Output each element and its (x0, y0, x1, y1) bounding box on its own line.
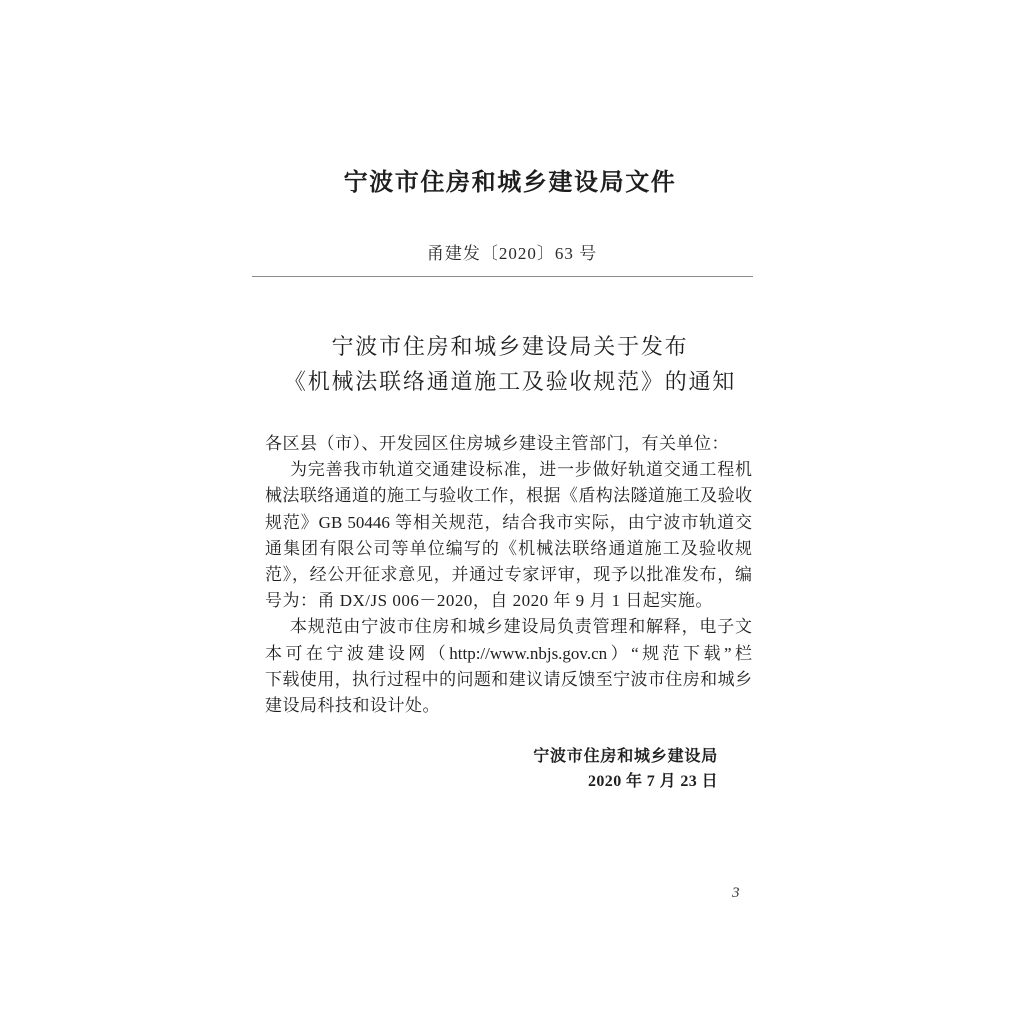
document-number: 甬建发〔2020〕63 号 (426, 244, 598, 263)
page-number: 3 (732, 885, 740, 901)
paragraph-1-line: 械法联络通道的施工与验收工作，根据《盾构法隧道施工及验收 (265, 486, 752, 506)
paragraph-2-line: 下载使用，执行过程中的问题和建议请反馈至宁波市住房和城乡 (265, 669, 752, 689)
notice-title-line-1: 宁波市住房和城乡建设局关于发布 (331, 334, 689, 359)
paragraph-2-line: 本可在宁波建设网（http://www.nbjs.gov.cn）“规范下载”栏 (265, 643, 752, 663)
paragraph-1-line: 为完善我市轨道交通建设标准，进一步做好轨道交通工程机 (290, 460, 752, 480)
paragraph-2-line: 本规范由宁波市住房和城乡建设局负责管理和解释，电子文 (290, 617, 752, 637)
paragraph-1-line: 通集团有限公司等单位编写的《机械法联络通道施工及验收规 (265, 538, 752, 558)
header-rule (252, 276, 753, 277)
signature-organization: 宁波市住房和城乡建设局 (533, 748, 718, 765)
salutation-line: 各区县（市）、开发园区住房城乡建设主管部门，有关单位： (265, 434, 729, 453)
paragraph-2-line: 建设局科技和设计处。 (265, 695, 440, 715)
notice-body (265, 431, 752, 719)
notice-title-line-2: 《机械法联络通道施工及验收规范》的通知 (283, 369, 737, 394)
paragraph-1-line: 号为：甬 DX/JS 006－2020，自 2020 年 9 月 1 日起实施。 (265, 591, 713, 611)
paragraph-1-line: 范》，经公开征求意见，并通过专家评审，现予以批准发布，编 (265, 564, 752, 584)
paragraph-1-line: 规范》GB 50446 等相关规范，结合我市实际，由宁波市轨道交 (265, 512, 752, 532)
issuer-header: 宁波市住房和城乡建设局文件 (343, 170, 677, 196)
signature-date: 2020 年 7 月 23 日 (588, 773, 718, 790)
